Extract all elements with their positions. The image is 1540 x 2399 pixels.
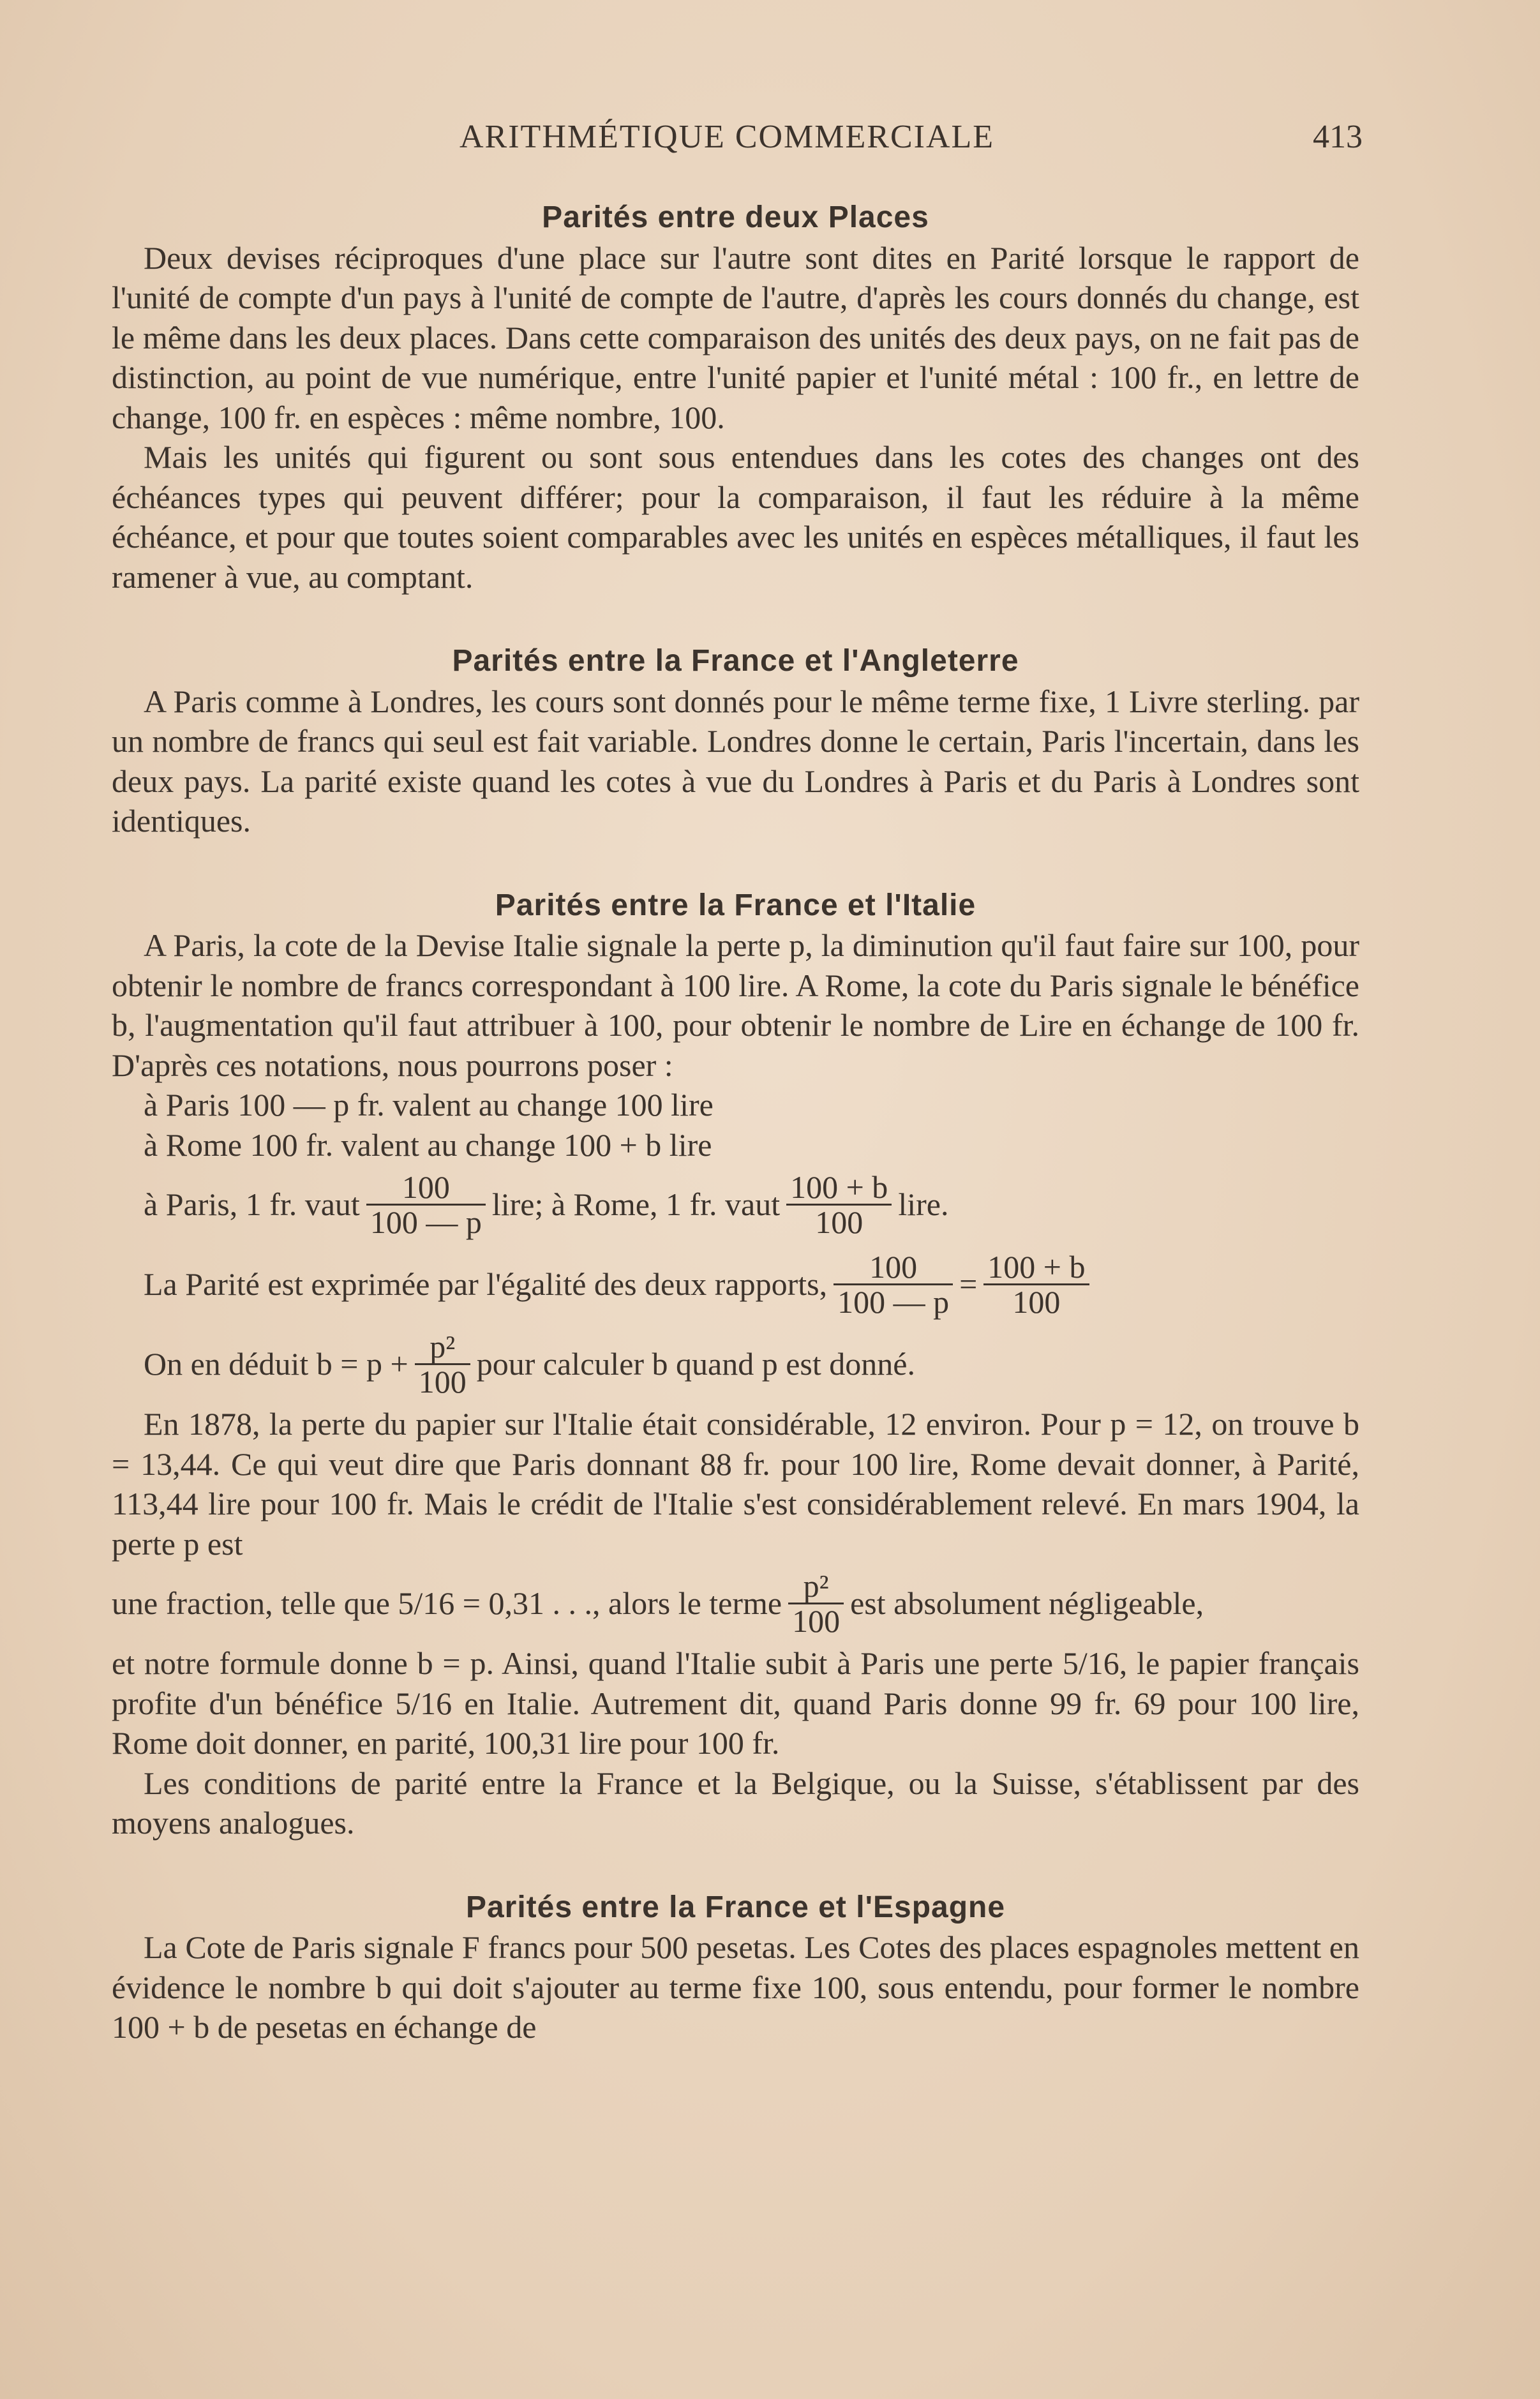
- equation-text: lire; à Rome, 1 fr. vaut: [491, 1186, 781, 1223]
- numerator: 100 + b: [790, 1169, 888, 1205]
- denominator: 100: [983, 1283, 1089, 1319]
- numerator: 100: [401, 1169, 450, 1205]
- numerator: 100 + b: [987, 1248, 1086, 1285]
- equals-sign: =: [959, 1266, 978, 1303]
- equation-text: est absolument négligeable,: [850, 1585, 1204, 1622]
- fraction: [788, 1569, 844, 1638]
- fraction: [786, 1170, 892, 1239]
- page-number: 413: [1313, 119, 1363, 155]
- denominator: 100: [786, 1204, 892, 1239]
- equation-text: lire.: [898, 1186, 949, 1223]
- denominator: 100 — p: [366, 1204, 486, 1239]
- running-title: ARITHMÉTIQUE COMMERCIALE: [460, 119, 995, 155]
- numerator: p²: [803, 1567, 829, 1604]
- paragraph: Mais les unités qui figurent ou sont sous entendues dans les cotes des changes ont des échéances types qui peuvent différer; pour la comparaison, il faut les réduire à la même échéance, et pour que toutes soient comparables avec les unités en espèces métalliques, il faut les ramener à vue, au comptant.: [112, 439, 1359, 595]
- section-heading-espagne: Parités entre la France et l'Espagne: [465, 1890, 1006, 1924]
- fraction: [415, 1330, 470, 1399]
- paragraph: et notre formule donne b = p. Ainsi, quand l'Italie subit à Paris une perte 5/16, le papier français profite d'un bénéfice 5/16 en Italie. Autrement dit, quand Paris donne 99 fr. 69 pour 100 lire, Rome doit donner, en parité, 100,31 lire pour 100 fr.: [112, 1645, 1359, 1761]
- numerator: 100: [869, 1248, 918, 1285]
- equation-exchange-rate: [112, 1165, 1359, 1244]
- paragraph: Les conditions de parité entre la France et la Belgique, ou la Suisse, s'établissent par des moyens analogues.: [112, 1765, 1359, 1841]
- section-heading-italie: Parités entre la France et l'Italie: [495, 888, 976, 922]
- denominator: 100: [415, 1363, 470, 1399]
- equation-fraction-term: [112, 1564, 1359, 1643]
- fraction: [834, 1250, 953, 1319]
- paragraph: A Paris, la cote de la Devise Italie signale la perte p, la diminution qu'il faut faire sur 100, pour obtenir le nombre de francs correspondant à 100 lire. A Rome, la cote du Paris signale le bénéfice b, l'augmentation qu'il faut attribuer à 100, pour obtenir le nombre de Lire en échange de 100 fr. D'après ces notations, nous pourrons poser :: [112, 927, 1359, 1083]
- paragraph: En 1878, la perte du papier sur l'Italie était considérable, 12 environ. Pour p = 12, on trouve b = 13,44. Ce qui veut dire que Paris donnant 88 fr. pour 100 lire, Rome devait donner, à Parité, 113,44 lire pour 100 fr. Mais le crédit de l'Italie s'est considérablement relevé. En mars 1904, la perte p est: [112, 1406, 1359, 1562]
- paragraph: A Paris comme à Londres, les cours sont donnés pour le même terme fixe, 1 Livre sterling. par un nombre de francs qui seul est fait variable. Londres donne le certain, Paris l'incertain, dans les deux pays. La parité existe quand les cotes à vue du Londres à Paris et du Paris à Londres sont identiques.: [112, 683, 1359, 839]
- equation-text: On en déduit b = p +: [144, 1346, 408, 1382]
- equation-deduction: [112, 1324, 1359, 1404]
- numerator: p²: [430, 1328, 456, 1364]
- equation-text: La Parité est exprimée par l'égalité des deux rapports,: [144, 1266, 828, 1303]
- equation-text: une fraction, telle que 5/16 = 0,31 . . ., alors le terme: [112, 1585, 782, 1622]
- running-header: [112, 118, 1363, 169]
- denominator: 100: [788, 1603, 844, 1638]
- formula-line: à Paris 100 — p fr. valent au change 100 lire: [144, 1087, 714, 1123]
- body-text: [112, 198, 1359, 2047]
- spacer: [112, 1843, 1359, 1888]
- section-heading-deux-places: Parités entre deux Places: [542, 200, 929, 234]
- paragraph: La Cote de Paris signale F francs pour 500 pesetas. Les Cotes des places espagnoles mettent en évidence le nombre b qui doit s'ajouter au terme fixe 100, sous entendu, pour former le nombre 100 + b de pesetas en échange de: [112, 1929, 1359, 2045]
- equation-parity: [112, 1244, 1359, 1324]
- section-heading-angleterre: Parités entre la France et l'Angleterre: [452, 644, 1019, 678]
- spacer: [112, 597, 1359, 641]
- spacer: [112, 841, 1359, 886]
- paragraph: Deux devises réciproques d'une place sur l'autre sont dites en Parité lorsque le rapport de l'unité de compte d'un pays à l'unité de compte de l'autre, d'après les cours donnés du change, est le même dans les deux places. Dans cette comparaison des unités des deux pays, on ne fait pas de distinction, au point de vue numérique, entre l'unité papier et l'unité métal : 100 fr., en lettre de change, 100 fr. en espèces : même nombre, 100.: [112, 239, 1359, 435]
- denominator: 100 — p: [834, 1283, 953, 1319]
- equation-text: pour calculer b quand p est donné.: [476, 1346, 915, 1382]
- equation-text: à Paris, 1 fr. vaut: [144, 1186, 360, 1223]
- fraction: [983, 1250, 1089, 1319]
- formula-line: à Rome 100 fr. valent au change 100 + b lire: [144, 1126, 712, 1163]
- fraction: [366, 1170, 486, 1239]
